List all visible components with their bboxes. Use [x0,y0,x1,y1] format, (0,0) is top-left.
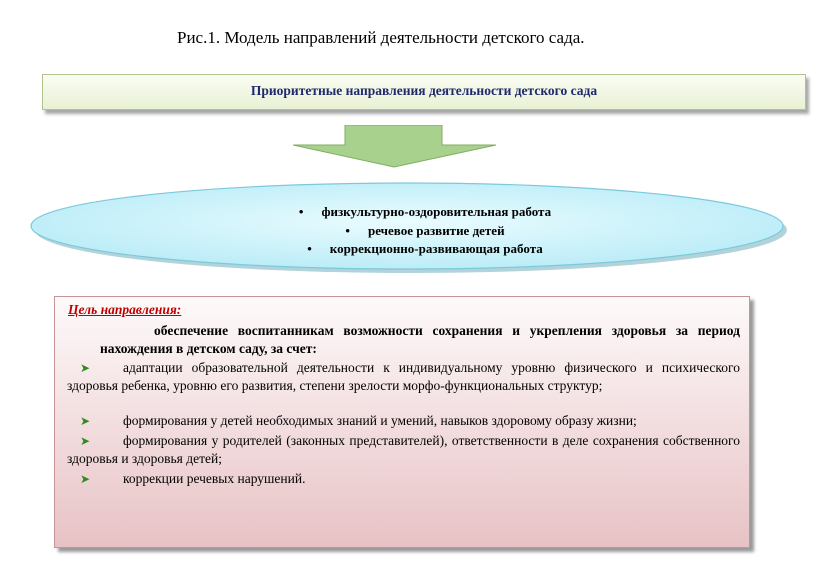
goal-item-text: формирования у детей необходимых знаний и умений, навыков здоровому образу жизни; [123,413,637,428]
goal-label: Цель направления: [68,302,182,317]
direction-item: • физкультурно-оздоровительная работа [180,203,670,222]
goal-item [67,412,740,430]
goal-item [67,359,740,395]
goal-text: обеспечение воспитанникам возможности сохранения и укрепления здоровья за период нахождения в детском саду, за счет: [100,323,740,356]
goal-item-text: коррекции речевых нарушений. [123,471,306,486]
direction-item: • речевое развитие детей [180,222,670,241]
check-arrow-icon: ➤ [80,434,91,448]
check-arrow-icon: ➤ [80,361,91,375]
priority-directions-title: Приоритетные направления деятельности детского сада [250,83,598,98]
goal-item [67,470,740,488]
check-arrow-icon: ➤ [80,414,91,428]
figure-caption: Рис.1. Модель направлений деятельности детского сада. [177,28,585,47]
down-arrow-icon [293,125,499,169]
priority-directions-box [42,74,806,110]
goal-item [67,432,740,468]
check-arrow-icon: ➤ [80,472,91,486]
direction-item: • коррекционно-развивающая работа [180,240,670,259]
directions-list [180,203,670,259]
goal-item-text: адаптации образовательной деятельности к индивидуальному уровню физического и психического здоровья ребенка, уровню его развития, степени зрелости морфо-функциональных структур; [67,360,740,393]
goal-item-text: формирования у родителей (законных представителей), ответственности в деле сохранения собственного здоровья и здоровья детей; [67,433,740,466]
goal-panel [54,296,750,548]
